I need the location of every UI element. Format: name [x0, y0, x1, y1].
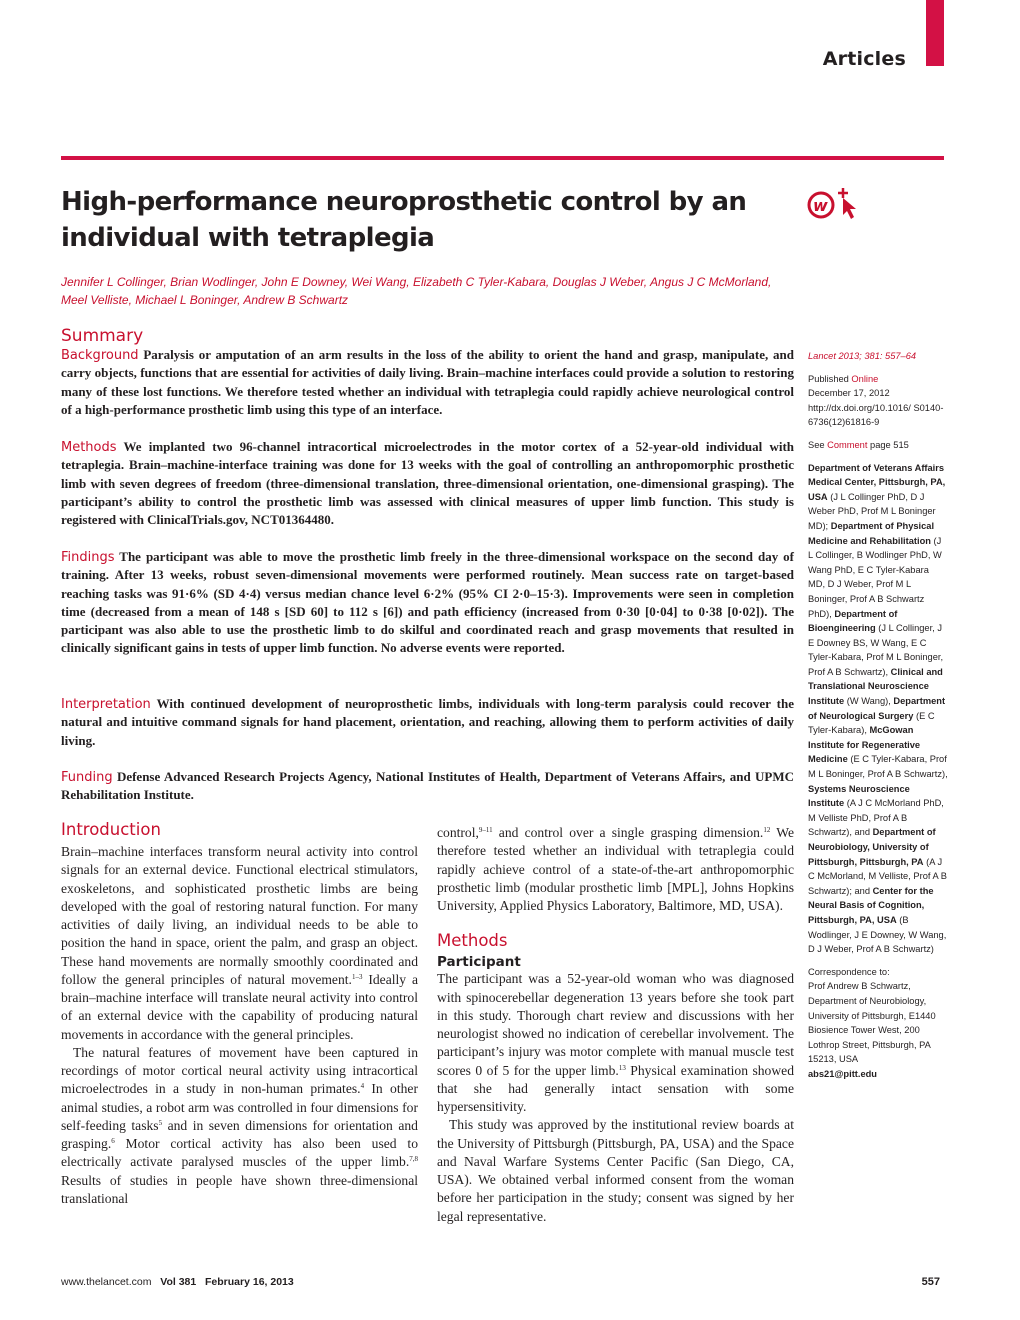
reference-marker[interactable]: 6: [111, 1137, 115, 1145]
background-label: Background: [61, 348, 139, 363]
body-column-left: [61, 820, 418, 1208]
section-label: Articles: [822, 48, 906, 70]
publication-date: December 17, 2012: [808, 388, 890, 399]
abstract-funding: [61, 768, 794, 805]
correspondence-label: Correspondence to:: [808, 966, 890, 977]
reference-marker[interactable]: 12: [763, 826, 771, 834]
reference-marker[interactable]: 5: [158, 1118, 163, 1127]
footer-date: February 16, 2013: [205, 1276, 294, 1288]
intro-continuation: control,$^{9-11}$ and control over a single grasping dimension.$^{12}$ We therefore tested whether an individual with tetraplegia could rapidly achieve control of a state-of-the-art anthropomorphic prosthetic limb (modular prosthetic limb [MPL], Johns Hopkins University, Applied Physics Laboratory, Baltimore, MD, USA).: [437, 825, 794, 913]
publication-info: Published Online December 17, 2012 http://dx.doi.org/10.1016/ S0140-6736(12)61816-9: [808, 373, 944, 428]
methods-heading: Methods: [437, 931, 508, 951]
margin-sidebar: [808, 349, 948, 1090]
reference-marker[interactable]: 7,8: [409, 1155, 418, 1164]
footer-volume: Vol 381: [160, 1276, 197, 1288]
methods-paragraph-2: This study was approved by the institutional review boards at the University of Pittsburgh (Pittsburgh, PA, USA) and the Space and Naval Warfare Systems Center Pacific (San Diego, CA, USA). We obtained verbal informed consent from the woman before her participation in the study; consent was signed by her legal representative.: [437, 1117, 794, 1224]
abstract-findings: [61, 548, 794, 658]
correspondence-email[interactable]: abs21@pitt.edu: [808, 1068, 877, 1079]
footer-site[interactable]: www.thelancet.com: [61, 1276, 152, 1288]
journal-name: Lancet: [808, 351, 836, 361]
see-comment: See Comment page 515: [808, 439, 909, 450]
funding-text: Defense Advanced Research Projects Agency, National Institutes of Health, Department of Veterans Affairs, and UPMC Rehabilitation Institute.: [61, 769, 795, 803]
methods-text: We implanted two 96-channel intracortical microelectrodes in the motor cortex of a 52-year-old individual with tetraplegia. Brain–machine-interface training was done for 13 weeks with the goal of controlling an anthropomorphic prosthetic limb with seven degrees of freedom (three-dimensional translation, three-dimensional orientation, one-dimensional grasping). The participant’s ability to control the prosthetic limb was assessed with clinical measures of upper limb function. This study is registered with ClinicalTrials.gov, NCT01364480.: [61, 439, 795, 528]
correspondence: [808, 965, 948, 1082]
intro-paragraph-2: The natural features of movement have been captured in recordings of motor cortical neural activity using intracortical microelectrodes in a study in non-human primates.$^4$ In other animal studies, a robot arm was controlled in four dimensions for self-feeding tasks$^5$ and in seven dimensions for orientation and grasping.$^6$ Motor cortical activity has also been used to electrically activate paralysed muscles of the upper limb.$^{7,8}$ Results of studies in people have shown three-dimensional translational: [61, 1044, 418, 1206]
citation-details: 2013; 381: 557–64: [835, 351, 917, 361]
page-number: 557: [921, 1276, 940, 1288]
footer-info: [61, 1276, 294, 1288]
svg-text:w: w: [813, 196, 828, 215]
header-rule: [61, 156, 944, 160]
reference-marker[interactable]: 13: [618, 1063, 626, 1072]
background-text: Paralysis or amputation of an arm results in the loss of the ability to orient the hand and grasp, manipulate, and carry objects, functions that are essential for activities of daily living. Brain–machine interfaces could provide a solution to restoring many of these lost functions. We therefore tested whether an individual with tetraplegia could rapidly achieve neurological control of a high-performance prosthetic limb using this type of an interface.: [61, 347, 795, 417]
interpretation-label: Interpretation: [61, 697, 151, 712]
reference-marker[interactable]: 4: [360, 1082, 365, 1091]
findings-label: Findings: [61, 550, 115, 565]
reference-marker[interactable]: 9–11: [478, 826, 493, 834]
participant-subheading: Participant: [437, 954, 521, 971]
interpretation-text: With continued development of neuroprosthetic limbs, individuals with long-term paralysis could recover the natural and intuitive command signals for hand placement, orientation, and reaching, allowing them to perform activities of daily living.: [61, 696, 795, 748]
w-plus-online-icon[interactable]: [805, 184, 865, 226]
intro-paragraph-1: Brain–machine interfaces transform neural activity into control signals for an external device. Functional electrical stimulators, exoskeletons, and sophisticated prosthetic limbs are being developed with the goal of restoring natural function. For many activities of daily living, an individual needs to be able to position the hand in space, orient the palm, and grasp an object. These hand movements are normally smoothly coordinated and follow the general principles of natural movement.$^{1-3}$ Ideally a brain–machine interface will translate neural activity into control of an external device with the capability of producing natural movements in accordance with the general principles.: [61, 844, 419, 1042]
abstract-methods: [61, 438, 794, 529]
body-column-middle: [437, 824, 794, 1226]
doi-link[interactable]: http://dx.doi.org/10.1016/ S0140-6736(12)61816-9: [808, 402, 944, 428]
comment-link[interactable]: Comment: [827, 439, 868, 450]
introduction-heading: Introduction: [61, 820, 161, 839]
funding-label: Funding: [61, 770, 113, 785]
cursor-icon: [843, 198, 856, 219]
corner-color-bar: [926, 0, 944, 66]
affiliations: Department of Veterans Affairs Medical Center, Pittsburgh, PA, USA (J L Collinger PhD, D J Weber PhD, Prof M L Boninger MD); Department of Physical Medicine and Rehabilitation (J L Collinger, B Wodlinger PhD, W Wang PhD, E C Tyler-Kabara MD, D J Weber, Prof M L Boninger, Prof A B Schwartz PhD), Department of Bioengineering (J L Collinger, J E Downey BS, W Wang, E C Tyler-Kabara, Prof M L Boninger, Prof A B Schwartz), Clinical and Translational Neuroscience Institute (W Wang), Department of Neurological Surgery (E C Tyler-Kabara), McGowan Institute for Regenerative Medicine (E C Tyler-Kabara, Prof M L Boninger, Prof A B Schwartz), Systems Neuroscience Institute (A J C McMorland PhD, M Velliste PhD, Prof A B Schwartz), and Department of Neurobiology, University of Pittsburgh, Pittsburgh, PA (A J C McMorland, M Velliste, Prof A B Schwartz); and Center for the Neural Basis of Cognition, Pittsburgh, PA, USA (B Wodlinger, J E Downey, W Wang, D J Weber, Prof A B Schwartz): [808, 462, 948, 955]
methods-paragraph-1: The participant was a 52-year-old woman who was diagnosed with spinocerebellar degeneration 13 years before she took part in this study. Thorough chart review and discussions with her neurologist showed no indication of cerebellar involvement. The participant’s injury was motor complete with manual muscle test scores 0 of 5 for the upper limb.$^{13}$ Physical examination showed that she had generally intact sensation with some hypersensitivity.: [437, 971, 794, 1114]
abstract-interpretation: [61, 695, 794, 750]
online-link[interactable]: Online: [851, 373, 879, 384]
author-list: Jennifer L Collinger, Brian Wodlinger, John E Downey, Wei Wang, Elizabeth C Tyler-Kabara, Douglas J Weber, Angus J C McMorland, Meel Velliste, Michael L Boninger, Andrew B Schwartz: [61, 275, 772, 307]
correspondence-address: Prof Andrew B Schwartz, Department of Neurobiology, University of Pittsburgh, E1440 Biosience Tower West, 200 Lothrop Street, Pittsburgh, PA 15213, USA: [808, 981, 936, 1065]
citation-block: [808, 349, 948, 364]
summary-heading: Summary: [61, 326, 144, 346]
methods-label: Methods: [61, 440, 117, 455]
article-title: High-performance neuroprosthetic control by an individual with tetraplegia: [61, 187, 747, 253]
reference-marker[interactable]: 1–3: [351, 972, 363, 981]
abstract-background: [61, 346, 794, 419]
findings-text: The participant was able to move the prosthetic limb freely in the three-dimensional workspace on the second day of training. After 13 weeks, robust seven-dimensional movements were performed routinely. Mean success rate on target-based reaching tasks was 91·6% (SD 4·4) versus median chance level 6·2% (95% CI 2·0–15·3). Improvements were seen in completion time (decreased from a mean of 148 s [SD 60] to 112 s [6]) and path efficiency (increased from 0·30 [0·04] to 0·38 [0·02]). The participant was also able to use the prosthetic limb to do skilful and coordinated reach and grasp movements that resulted in clinically significant gains in tests of upper limb function. No adverse events were reported.: [61, 549, 795, 656]
